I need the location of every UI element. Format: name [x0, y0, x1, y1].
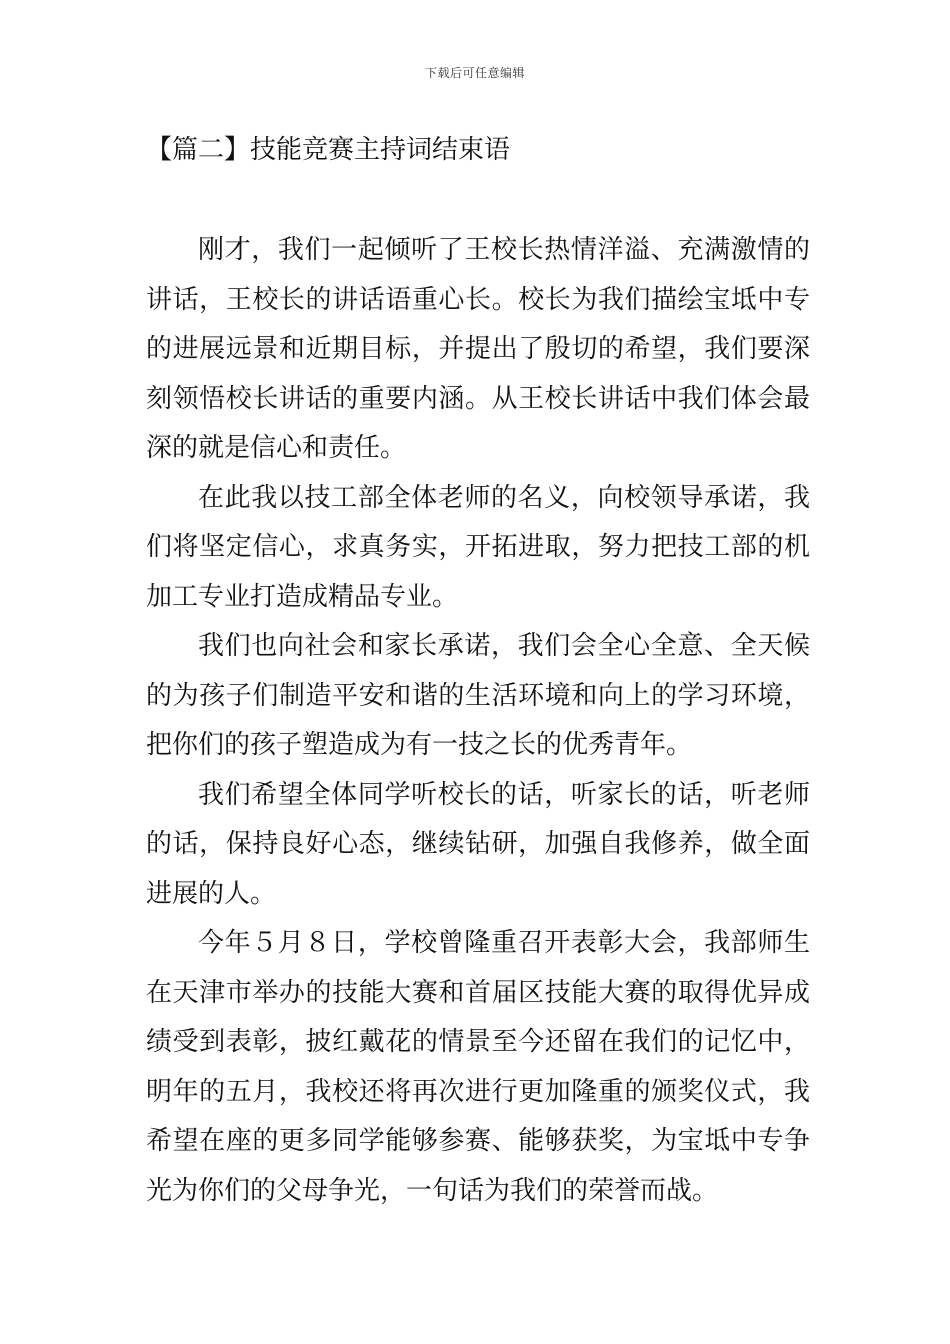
document-body: [146, 226, 810, 1216]
document-title: 【篇二】技能竞赛主持词结束语: [146, 135, 511, 165]
paragraph-2: 在此我以技工部全体老师的名义，向校领导承诺，我们将坚定信心，求真务实，开拓进取，努力把技工部的机加工专业打造成精品专业。: [146, 482, 810, 612]
paragraph-5: 今年５月８日，学校曾隆重召开表彰大会，我部师生在天津市举办的技能大赛和首届区技能大赛的取得优异成绩受到表彰，披红戴花的情景至今还留在我们的记忆中，明年的五月，我校还将再次进行更加隆重的颁奖仪式，我希望在座的更多同学能够参赛、能够获奖，为宝坻中专争光为你们的父母争光，一句话为我们的荣誉而战。: [146, 928, 810, 1206]
header-note: 下载后可任意编辑: [424, 66, 525, 80]
paragraph-1: 刚才，我们一起倾听了王校长热情洋溢、充满激情的讲话，王校长的讲话语重心长。校长为我们描绘宝坻中专的进展远景和近期目标，并提出了殷切的希望，我们要深刻领悟校长讲话的重要内涵。从王校长讲话中我们体会最深的就是信心和责任。: [146, 235, 810, 463]
paragraph-4: 我们希望全体同学听校长的话，听家长的话，听老师的话，保持良好心态，继续钻研，加强自我修养，做全面进展的人。: [146, 779, 810, 909]
paragraph-3: 我们也向社会和家长承诺，我们会全心全意、全天候的为孩子们制造平安和谐的生活环境和向上的学习环境，把你们的孩子塑造成为有一技之长的优秀青年。: [146, 631, 810, 760]
